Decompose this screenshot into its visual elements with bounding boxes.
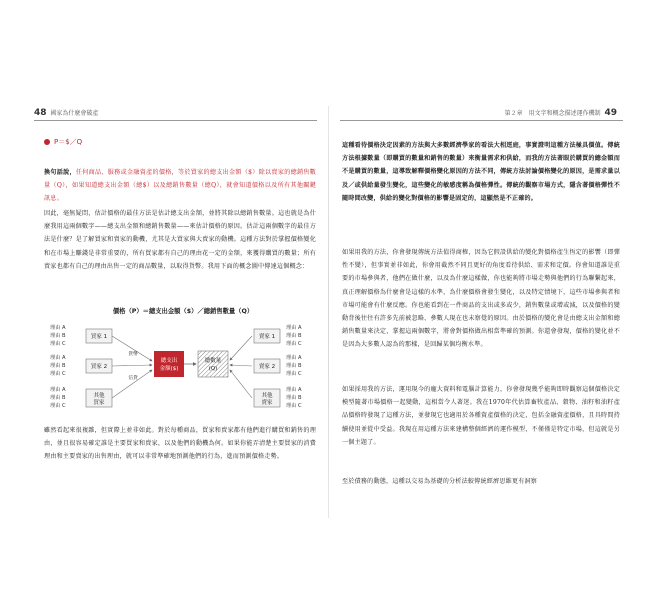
right-page-number: 49: [604, 108, 617, 118]
buyer-2-reason-c: 理由 C: [50, 371, 66, 377]
center-left-line-2: 金額($): [159, 366, 179, 372]
right-paragraph-4: 至於債務的動態，這種以交易為基礎的分析法較傳統經濟思維更有洞察: [342, 478, 538, 485]
buyer-1-reason-a: 理由 A: [50, 325, 66, 331]
buyer-group-other: [50, 385, 112, 409]
left-p1-highlight: 任何商品、服務或金融資產的價格，等於買家的總支出金額（$）除以賣家的總銷售數量（Q），如果知道總支出金額（總$）以及總銷售數量（總Q），就會知道價格以及所有其他關鍵訊息。: [44, 169, 317, 203]
bullet-dot-icon: [44, 139, 50, 145]
seller-other-reason-c: 理由 C: [286, 403, 302, 409]
buyer-group-2: [50, 353, 112, 377]
left-p1-lead: 換句話說，: [44, 169, 76, 176]
diagram-svg: [48, 305, 318, 420]
buyer-other-reason-c: 理由 C: [50, 403, 66, 409]
buyer-1-reason-c: 理由 C: [50, 341, 66, 347]
seller-2-reason-a: 理由 A: [286, 355, 302, 361]
price-concept-diagram: [48, 305, 318, 420]
right-paragraph-2: 如果用我的方法，你會發現傳統方法值得商榷，因為它假設供給的變化對價格產生恆定的影響（即彈性不變），但事實並非如此，你會用截然不同且更好的角度看待供給、需求和定價。你會知道誰是重要的市場參與者，他們在做什麼，以及為什麼這樣做，你也能夠將市場走勢與他們的行為聯繫起來，真正理解價格為什麼會是這樣的水準，為什麼價格會發生變化，以及特定情境下，這些市場參與者和市場可能會有什麼反應。你也能看到在一件商品的支出或多或少，銷售數量或增或減，以及價格的變動背後往往有許多先前被忽略、參數人現在也未察覺的原因。由於價格的變化會是由總支出金額和總銷售數量來決定，掌握這兩個數字，將會對價格做出相當準確的預測。你還會發現，價格的變化並不是因為大多數人認為的那樣，是回歸某個均衡水準。: [342, 249, 620, 349]
left-paragraph-1: [44, 166, 316, 206]
buyer-1-label: 買家 1: [90, 334, 108, 340]
right-paragraph-3: 如果採用我的方法，運用現今的龐大資料和電腦計算能力，你會發現幾乎能夠即時觀察這個價格決定模型隨著市場價格一起變動，這相當令人著迷。我在1970年代估算畜牧產品、穀物、油籽和油籽產品價格時發現了這種方法，並發現它也適用於各種資產價格的決定，包括金融資產價格，且具時間持續使用並從中受益。我現在用這種方法來建構整個經濟的運作模型，不僅僅是特定市場，但這就是另一個主題了。: [342, 386, 620, 446]
seller-1-reason-b: 理由 B: [286, 333, 302, 339]
right-paragraph-1: 這種看待價格決定因素的方法與大多數經濟學家的看法大相逕庭，事實證明這種方法極具價值。傳統方法根據數量（即購買的數量和銷售的數量）來衡量需求和供給，而我的方法著眼於購買的總金額而不是購買的數量，這導致解釋價格變化原因的方法不同，傳統方法討論價格變化的原因，是需求量以及／或供給量發生變化，這些變化的敏感度稱為價格彈性。傳統的觀察市場方式，隱含著價格彈性不隨時間改變，供給的變化對價格的影響是固定的，這顯然是不正確的。: [342, 142, 620, 202]
left-page-number: 48: [34, 108, 47, 118]
center-right-box: [198, 351, 228, 377]
center-right-line-1: 總數量: [204, 358, 222, 364]
center-right-line-2: (Q): [208, 366, 218, 372]
seller-2-reason-b: 理由 B: [286, 363, 302, 369]
seller-1-reason-c: 理由 C: [286, 341, 302, 347]
formula-text: P＝$／Q: [54, 138, 83, 146]
left-page-header: [34, 108, 98, 118]
right-running-title: 第２章 用文字和概念描述運作機制: [504, 110, 601, 117]
left-paragraph-3: 雖然看起來很複雜，但實際上並非如此。對於每種商品，買家和賣家都有他們進行購買和銷售的理由，並且很容易確定誰是主要買家和賣家，以及他們的動機為何。如果你能弄清楚主要買家的消費理由和主要賣家的出售理由，就可以非常準確地預測他們的行為，進而預測價格走勢。: [44, 427, 316, 461]
center-left-line-1: 總支出: [160, 358, 178, 364]
arrow-label-money: 貨幣: [128, 352, 138, 357]
buyer-2-reason-a: 理由 A: [50, 355, 66, 361]
book-gutter: [328, 106, 329, 518]
seller-2-label: 賣家 2: [258, 364, 276, 370]
center-left-box: [154, 351, 184, 377]
right-header-rule: [340, 120, 623, 121]
left-paragraph-2: 因此，毫無疑問，估計價格的最佳方法是估計總支出金額，並將其除以總銷售數量。這也就是為什麼我用這兩個數字——總支出金額和總銷售數量——來估計價格的原因。估計這兩個數字的最佳方法是什麼？是了解買家和賣家的動機，尤其是大買家與大賣家的動機。這種方法對於掌握價格變化和在市場上賺錢是非常重要的，所有買家都有自己的理由花一定的金額，來獲得購買的數量；所有賣家也都有自己的理由出售一定的商品數量，以取得貨幣。我用下面的概念圖中傳達這個概念：: [44, 210, 316, 270]
buyer-arrows: [112, 336, 152, 398]
price-formula: [44, 137, 82, 147]
buyer-other-label-2: 買家: [93, 400, 105, 406]
seller-1-label: 賣家 1: [258, 334, 276, 340]
seller-other-label-2: 賣家: [261, 400, 273, 406]
buyer-1-reason-b: 理由 B: [50, 333, 66, 339]
seller-2-reason-c: 理由 C: [286, 371, 302, 377]
seller-group-other: [254, 385, 302, 409]
seller-arrows: [230, 336, 252, 398]
buyer-other-reason-a: 理由 A: [50, 387, 66, 393]
seller-1-reason-a: 理由 A: [286, 325, 302, 331]
left-header-rule: [34, 120, 317, 121]
seller-group-2: [254, 353, 302, 377]
seller-other-reason-a: 理由 A: [286, 387, 302, 393]
seller-other-label-1: 其他: [261, 393, 273, 399]
arrow-label-credit: 信貸: [128, 376, 138, 381]
seller-group-1: [254, 323, 302, 347]
buyer-2-reason-b: 理由 B: [50, 363, 66, 369]
buyer-other-label-1: 其他: [93, 393, 105, 399]
buyer-other-reason-b: 理由 B: [50, 395, 66, 401]
buyer-2-label: 買家 2: [90, 364, 108, 370]
diagram-title: 價格（P）＝總支出金額（$）／總銷售數量（Q）: [112, 308, 254, 315]
left-running-title: 國家為什麼會破產: [50, 110, 99, 117]
seller-other-reason-b: 理由 B: [286, 395, 302, 401]
right-page-header: [505, 108, 617, 118]
buyer-group-1: [50, 323, 112, 347]
